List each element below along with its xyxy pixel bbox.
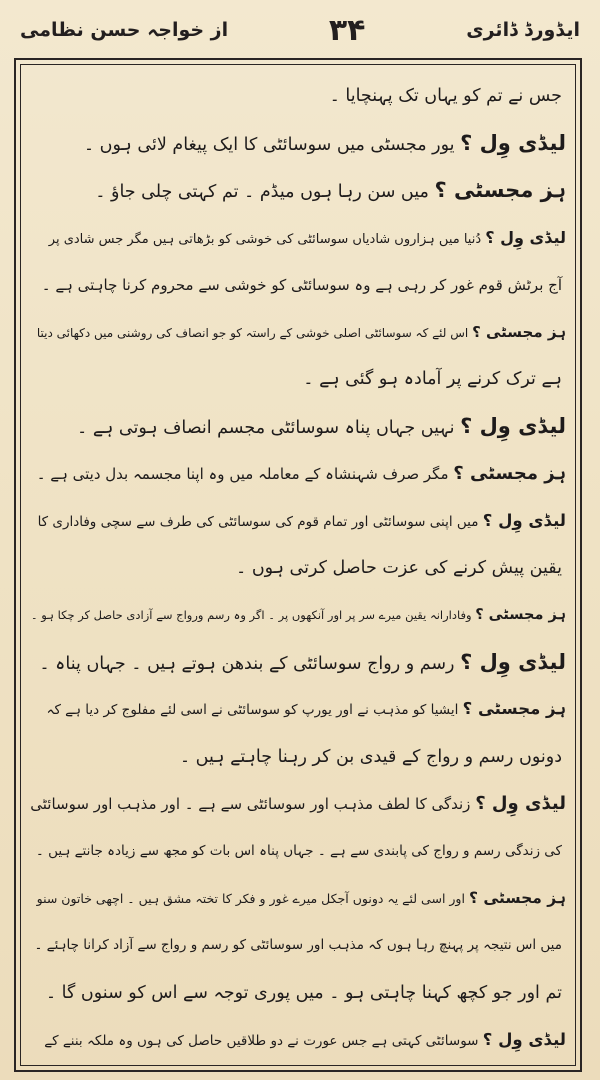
line-text: میں اپنی سوسائٹی اور تمام قوم کی سوسائٹی کی طرف سے سچی وفاداری کا — [37, 513, 479, 530]
line-text: اس لئے کہ سوسائٹی اصلی خوشی کے راستہ کو جو انصاف کی روشنی میں دکھائی دیتا — [36, 325, 469, 340]
text-line — [30, 833, 566, 869]
speaker-name: لیڈی وِل ؟ — [460, 131, 566, 156]
text-line — [30, 314, 566, 350]
line-text: یور مجسٹی میں سوسائٹی کا ایک پیغام لائی ہوں ۔ — [83, 135, 455, 156]
speaker-name: ہز مجسٹی ؟ — [462, 699, 566, 719]
line-text: نہیں جہاں پناہ سوسائٹی مجسم انصاف ہوتی ہے ۔ — [77, 418, 455, 439]
speaker-name: لیڈی وِل ؟ — [482, 1029, 566, 1049]
line-text: جس نے تم کو یہاں تک پہنچایا ۔ — [329, 86, 562, 106]
speaker-name: ہز مجسٹی ؟ — [475, 607, 566, 624]
speaker-name: لیڈی وِل ؟ — [460, 650, 566, 675]
speaker-name: لیڈی وِل ؟ — [482, 510, 566, 530]
speaker-name: لیڈی وِل ؟ — [485, 227, 566, 247]
text-line — [30, 125, 566, 161]
text-line — [30, 78, 566, 114]
line-text: ایشیا کو مذہب نے اور یورپ کو سوسائٹی نے اسی لئے مفلوج کر دیا ہے کہ — [46, 702, 459, 719]
text-line — [30, 267, 566, 303]
speaker-name: ہز مجسٹی ؟ — [472, 322, 566, 341]
text-line — [30, 456, 566, 492]
author-name: از خواجہ حسن نظامی — [20, 19, 229, 41]
text-line — [30, 408, 566, 444]
text-line — [30, 975, 566, 1011]
line-text: اور اسی لئے یہ دونوں آجکل میرے غور و فکر کا تختہ مشق ہیں ۔ اچھی خاتون سنو — [36, 891, 465, 907]
speaker-name: ہز مجسٹی ؟ — [453, 462, 566, 484]
running-head — [20, 8, 580, 52]
text-line — [30, 597, 566, 633]
speaker-name: لیڈی وِل ؟ — [460, 414, 566, 439]
line-text: یقین پیش کرنے کی عزت حاصل کرتی ہوں ۔ — [236, 557, 562, 578]
text-line — [30, 691, 566, 727]
text-line — [30, 880, 566, 916]
dialogue-text — [30, 78, 566, 1058]
line-text: زندگی کا لطف مذہب اور سوسائٹی سے ہے ۔ اور مذہب اور سوسائٹی — [30, 794, 471, 813]
text-line — [30, 550, 566, 586]
line-text: دونوں رسم و رواج کے قیدی بن کر رہنا چاہتے ہیں ۔ — [179, 746, 562, 767]
text-line — [30, 739, 566, 775]
text-line — [30, 1022, 566, 1058]
line-text: میں سن رہا ہوں میڈم ۔ تم کہتی چلی جاؤ ۔ — [95, 182, 429, 203]
speaker-name: لیڈی وِل ؟ — [475, 792, 566, 814]
line-text: کی زندگی رسم و رواج کی پابندی سے ہے ۔ جہاں پناہ اس بات کو مجھ سے زیادہ جانتے ہیں ۔ — [35, 843, 562, 859]
line-text: مگر صرف شہنشاہ کے معاملہ میں وہ اپنا مجسمہ بدل دیتی ہے ۔ — [36, 464, 449, 483]
text-line — [30, 503, 566, 539]
text-line — [30, 172, 566, 208]
book-title: ایڈورڈ ڈائری — [466, 19, 580, 41]
line-text: تم اور جو کچھ کہنا چاہتی ہو ۔ میں پوری توجہ سے اس کو سنوں گا ۔ — [45, 982, 562, 1003]
text-line — [30, 927, 566, 963]
text-line — [30, 220, 566, 256]
text-line — [30, 361, 566, 397]
speaker-name: ہز مجسٹی ؟ — [468, 889, 566, 908]
line-text: رسم و رواج سوسائٹی کے بندھن ہوتے ہیں ۔ جہاں پناہ ۔ — [39, 654, 455, 675]
line-text: آج برٹش قوم غور کر رہی ہے وہ سوسائٹی کو خوشی سے محروم کرنا چاہتی ہے ۔ — [41, 275, 562, 294]
line-text: سوسائٹی کہتی ہے جس عورت نے دو طلاقیں حاصل کی ہوں وہ ملکہ بننے کے — [44, 1032, 479, 1049]
text-line — [30, 786, 566, 822]
speaker-name: ہز مجسٹی ؟ — [434, 178, 566, 203]
line-text: وفادارانہ یقین میرے سر پر اور آنکھوں پر ۔ اگر وہ رسم ورواج سے آزادی حاصل کر چکا ہو ۔ — [30, 608, 472, 623]
line-text: ہے ترک کرنے پر آمادہ ہو گئی ہے ۔ — [303, 369, 562, 390]
line-text: میں اس نتیجہ پر پہنچ رہا ہوں کہ مذہب اور سوسائٹی کو رسم و رواج سے آزاد کرانا چاہئے ۔ — [34, 937, 562, 954]
page-number: ۳۴ — [328, 12, 366, 48]
line-text: دُنیا میں ہزاروں شادیاں سوسائٹی کی خوشی کو بڑھاتی ہیں مگر جس شادی پر — [48, 231, 482, 247]
text-line — [30, 644, 566, 680]
